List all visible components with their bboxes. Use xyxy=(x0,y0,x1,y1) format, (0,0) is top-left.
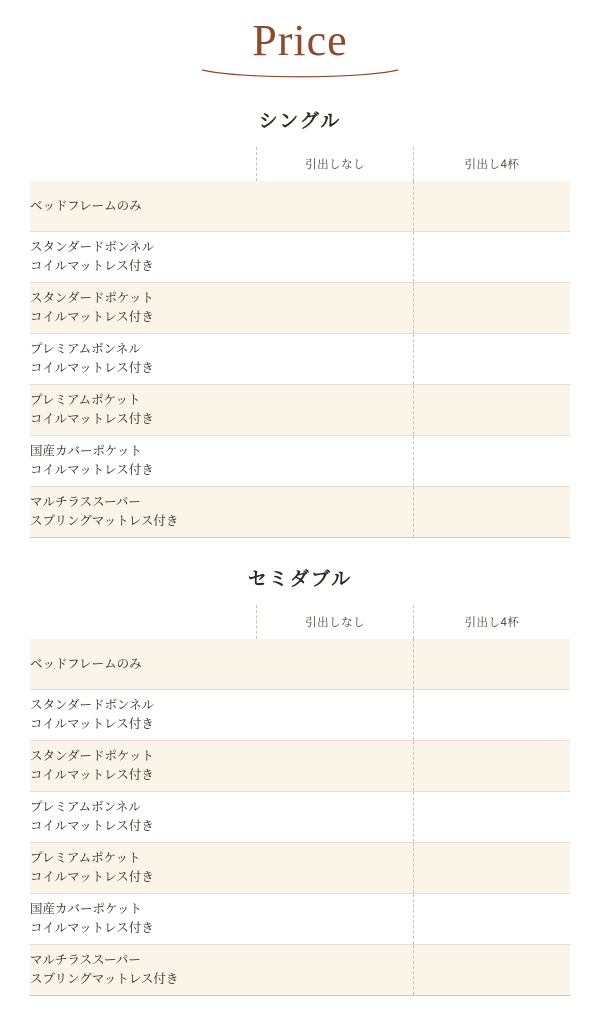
row-label xyxy=(30,639,257,690)
row-label-line: コイルマットレス付き xyxy=(30,361,154,376)
row-value-no-drawer xyxy=(257,945,414,996)
row-value-no-drawer xyxy=(257,181,414,232)
row-label-line: スタンダードボンネル xyxy=(30,697,155,712)
row-value-no-drawer xyxy=(257,843,414,894)
row-value-no-drawer xyxy=(257,436,414,487)
row-label xyxy=(30,283,257,334)
row-value-no-drawer xyxy=(257,639,414,690)
row-value-no-drawer xyxy=(257,334,414,385)
row-label xyxy=(30,487,257,538)
row-value-no-drawer xyxy=(257,792,414,843)
row-label-line: スタンダードポケット xyxy=(30,290,154,305)
row-label-line: プレミアムボンネル xyxy=(30,799,141,814)
row-label-line: コイルマットレス付き xyxy=(30,870,154,885)
row-label-line: コイルマットレス付き xyxy=(30,819,154,834)
row-label xyxy=(30,181,257,232)
row-value-four-drawer xyxy=(413,487,570,538)
table-row xyxy=(30,436,570,487)
row-value-no-drawer xyxy=(257,232,414,283)
row-label-line: マルチラススーパー xyxy=(30,952,141,967)
page-title-area xyxy=(0,0,600,80)
row-value-no-drawer xyxy=(257,385,414,436)
section-single xyxy=(0,106,600,538)
row-label-line: スプリングマットレス付き xyxy=(30,972,179,987)
table-row xyxy=(30,334,570,385)
table-row xyxy=(30,690,570,741)
row-value-four-drawer xyxy=(413,894,570,945)
table-row xyxy=(30,741,570,792)
row-label-line: スプリングマットレス付き xyxy=(30,514,179,529)
section-heading-semi-double: セミダブル xyxy=(247,569,353,591)
row-value-four-drawer xyxy=(413,385,570,436)
table-row xyxy=(30,843,570,894)
table-row xyxy=(30,792,570,843)
row-label-line: 国産カバーポケット xyxy=(30,901,142,916)
row-value-four-drawer xyxy=(413,690,570,741)
table-header-row xyxy=(30,147,570,181)
row-label xyxy=(30,843,257,894)
row-value-no-drawer xyxy=(257,487,414,538)
row-label-line: ベッドフレームのみ xyxy=(30,198,142,213)
page-title: Price xyxy=(252,16,348,65)
section-semi-double xyxy=(0,564,600,996)
column-header-four-drawer: 引出し4杯 xyxy=(413,605,570,639)
row-value-no-drawer xyxy=(257,741,414,792)
row-label xyxy=(30,334,257,385)
table-row xyxy=(30,385,570,436)
column-header-four-drawer: 引出し4杯 xyxy=(413,147,570,181)
column-header-blank xyxy=(30,605,257,639)
row-value-four-drawer xyxy=(413,232,570,283)
row-label xyxy=(30,385,257,436)
table-row xyxy=(30,232,570,283)
row-label-line: 国産カバーポケット xyxy=(30,443,142,458)
row-value-four-drawer xyxy=(413,436,570,487)
row-label-line: プレミアムポケット xyxy=(30,850,141,865)
table-row xyxy=(30,487,570,538)
row-label xyxy=(30,894,257,945)
title-swash-decoration xyxy=(200,66,400,80)
row-value-no-drawer xyxy=(257,283,414,334)
row-label-line: ベッドフレームのみ xyxy=(30,656,142,671)
row-value-four-drawer xyxy=(413,843,570,894)
column-header-blank xyxy=(30,147,257,181)
row-label-line: プレミアムポケット xyxy=(30,392,141,407)
row-label-line: コイルマットレス付き xyxy=(30,921,154,936)
column-header-no-drawer: 引出しなし xyxy=(257,147,414,181)
row-label-line: プレミアムボンネル xyxy=(30,341,141,356)
row-value-four-drawer xyxy=(413,181,570,232)
table-row xyxy=(30,283,570,334)
row-label-line: コイルマットレス付き xyxy=(30,259,154,274)
column-header-no-drawer: 引出しなし xyxy=(257,605,414,639)
row-label xyxy=(30,690,257,741)
row-value-four-drawer xyxy=(413,741,570,792)
row-label-line: コイルマットレス付き xyxy=(30,412,154,427)
row-value-no-drawer xyxy=(257,690,414,741)
row-label xyxy=(30,945,257,996)
section-heading-single: シングル xyxy=(258,111,342,133)
table-row xyxy=(30,894,570,945)
table-row xyxy=(30,181,570,232)
table-header-row xyxy=(30,605,570,639)
row-label-line: マルチラススーパー xyxy=(30,494,141,509)
row-label-line: スタンダードポケット xyxy=(30,748,154,763)
row-label xyxy=(30,792,257,843)
row-label-line: コイルマットレス付き xyxy=(30,768,154,783)
table-row xyxy=(30,639,570,690)
row-label-line: コイルマットレス付き xyxy=(30,463,154,478)
row-value-four-drawer xyxy=(413,639,570,690)
row-value-no-drawer xyxy=(257,894,414,945)
row-label xyxy=(30,741,257,792)
row-value-four-drawer xyxy=(413,792,570,843)
row-value-four-drawer xyxy=(413,945,570,996)
row-label-line: コイルマットレス付き xyxy=(30,310,154,325)
row-value-four-drawer xyxy=(413,334,570,385)
row-value-four-drawer xyxy=(413,283,570,334)
row-label xyxy=(30,232,257,283)
price-table-semi-double xyxy=(30,605,570,996)
row-label xyxy=(30,436,257,487)
row-label-line: スタンダードボンネル xyxy=(30,239,155,254)
table-row xyxy=(30,945,570,996)
price-table-single xyxy=(30,147,570,538)
row-label-line: コイルマットレス付き xyxy=(30,717,154,732)
